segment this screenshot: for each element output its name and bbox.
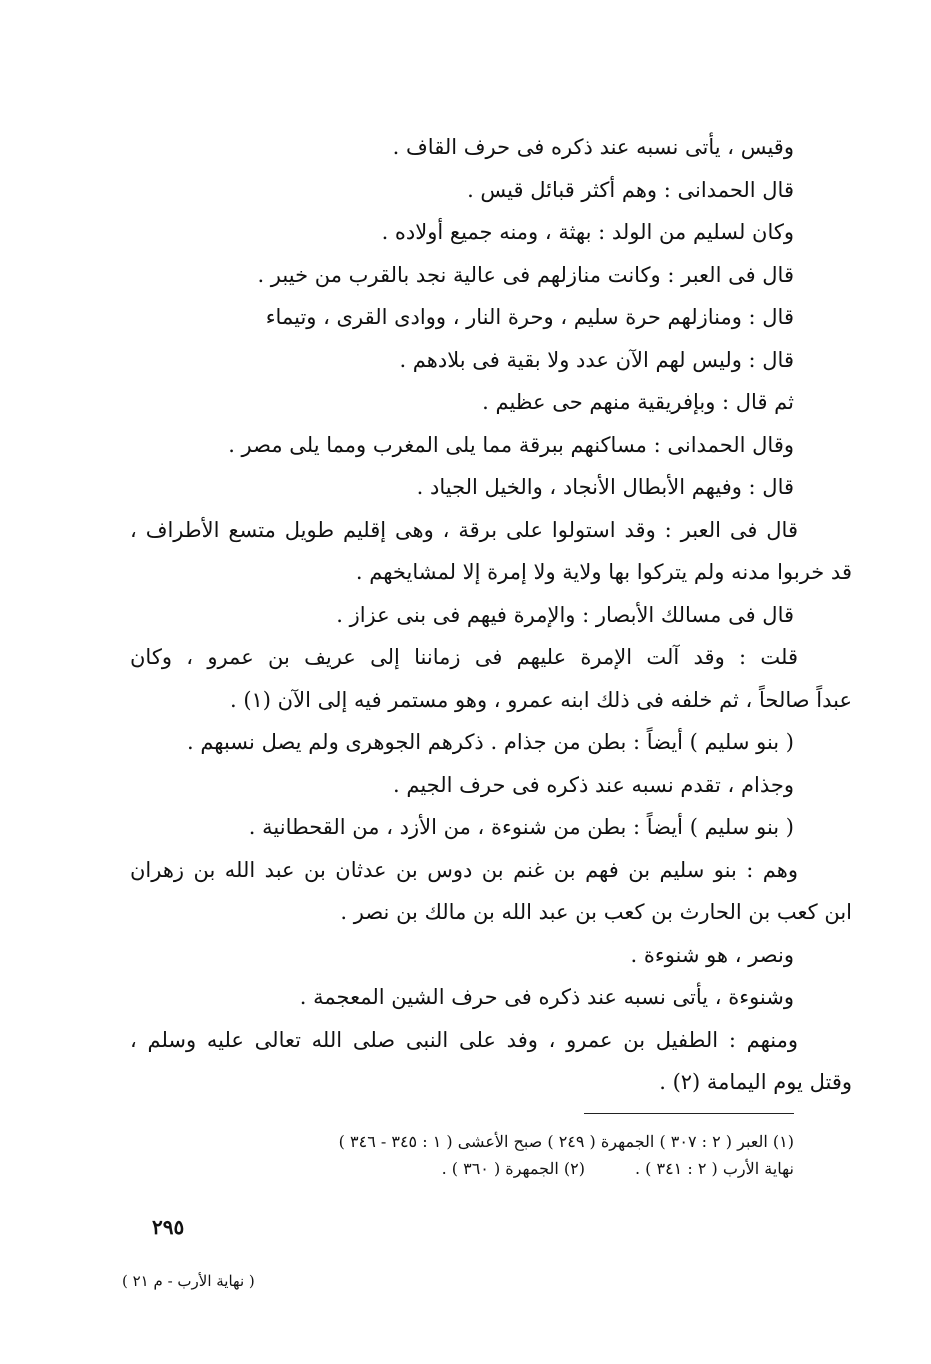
text-line: قال فى مسالك الأبصار : والإمرة فيهم فى بنى عزاز . bbox=[336, 602, 794, 627]
text-line: قال الحمدانى : وهم أكثر قبائل قيس . bbox=[467, 177, 794, 202]
footnote-line bbox=[134, 1155, 794, 1182]
text-line: وجذام ، تقدم نسبه عند ذكره فى حرف الجيم . bbox=[393, 772, 794, 797]
text-line: ومنهم : الطفيل بن عمرو ، وفد على النبى صلى الله تعالى عليه وسلم ، bbox=[130, 1027, 798, 1052]
text-line: قال : وفيهم الأبطال الأنجاد ، والخيل الجياد . bbox=[416, 475, 794, 499]
text-line: قال : ومنازلهم حرة سليم ، وحرة النار ، ووادى القرى ، وتيماء bbox=[265, 305, 794, 329]
text-line: وقيس ، يأتى نسبه عند ذكره فى حرف القاف . bbox=[392, 135, 794, 159]
text-line: ونصر ، هو شنوءة . bbox=[630, 942, 794, 967]
text-line: ( بنو سليم ) أيضاً : بطن من جذام . ذكرهم الجوهرى ولم يصل نسبهم . bbox=[186, 730, 794, 754]
text-line: وشنوءة ، يأتى نسبه عند ذكره فى حرف الشين المعجمة . bbox=[299, 985, 794, 1009]
text-line: وهم : بنو سليم بن فهم بن غنم بن دوس بن عدثان بن عبد الله بن زهران bbox=[130, 857, 798, 882]
text-line: قال فى العبر : وقد استولوا على برقة ، وهى إقليم طويل متسع الأطراف ، bbox=[130, 517, 798, 542]
footnote-text: نهاية الأرب ( ٢ : ٣٤١ ) . bbox=[634, 1159, 794, 1178]
page-number: ٢٩٥ bbox=[152, 1215, 185, 1239]
text-line: قد خربوا مدنه ولم يتركوا بها ولاية ولا إمرة إلا لمشايخهم . bbox=[355, 560, 852, 584]
text-line: ( بنو سليم ) أيضاً : بطن من شنوءة ، من الأزد ، من القحطانية . bbox=[248, 815, 794, 839]
text-line: ثم قال : وبإفريقية منهم حى عظيم . bbox=[482, 390, 794, 414]
footnotes bbox=[134, 1128, 794, 1182]
main-text bbox=[130, 126, 852, 1104]
text-line: عبداً صالحاً ، ثم خلفه فى ذلك ابنه عمرو ، وهو مستمر فيه إلى الآن (١) . bbox=[229, 687, 852, 712]
text-line: وكان لسليم من الولد : بهثة ، ومنه جميع أولاده . bbox=[381, 220, 794, 244]
footnote-line: (١) العبر ( ٢ : ٣٠٧ ) الجمهرة ( ٢٤٩ ) صبح الأعشى ( ١ : ٣٤٥ - ٣٤٦ ) bbox=[338, 1132, 794, 1151]
text-line: قال : وليس لهم الآن عدد ولا بقية فى بلادهم . bbox=[399, 347, 794, 372]
text-line: وقال الحمدانى : مساكنهم ببرقة مما يلى المغرب ومما يلى مصر . bbox=[228, 432, 794, 457]
footnote-text: (٢) الجمهرة ( ٣٦٠ ) . bbox=[441, 1159, 585, 1178]
signature-mark: ( نهاية الأرب - م ٢١ ) bbox=[122, 1272, 255, 1290]
footnote-divider bbox=[584, 1113, 794, 1114]
text-line: ابن كعب بن الحارث بن كعب بن عبد الله بن مالك بن نصر . bbox=[340, 900, 852, 924]
text-line: وقتل يوم اليمامة (٢) . bbox=[659, 1070, 852, 1094]
text-line: قال فى العبر : وكانت منازلهم فى عالية نجد بالقرب من خيبر . bbox=[257, 262, 794, 287]
text-line: قلت : وقد آلت الإمرة عليهم فى زماننا إلى عريف بن عمرو ، وكان bbox=[130, 645, 798, 669]
